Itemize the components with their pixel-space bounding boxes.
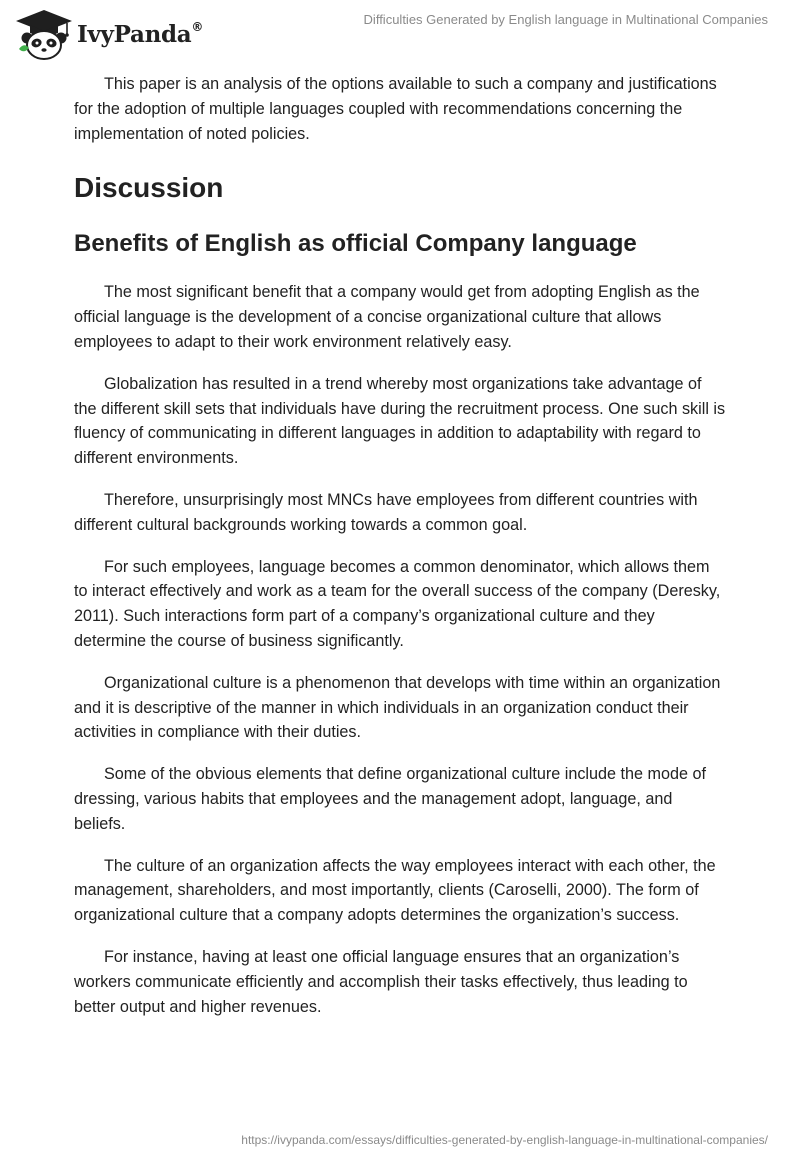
body-paragraph: For instance, having at least one official language ensures that an organization’s workers communicate efficiently and accomplish their tasks effectively, thus leading to better output and higher revenues.	[74, 947, 688, 1016]
body-paragraph: Therefore, unsurprisingly most MNCs have employees from different countries with different cultural backgrounds working towards a common goal.	[74, 490, 698, 534]
source-url-link[interactable]: https://ivypanda.com/essays/difficulties-generated-by-english-language-in-multinational-companies/	[241, 1133, 768, 1147]
body-paragraph: Some of the obvious elements that define organizational culture include the mode of dressing, various habits that employees and the management adopt, language, and beliefs.	[74, 765, 707, 833]
page-header	[0, 0, 800, 70]
intro-paragraph: This paper is an analysis of the options available to such a company and justifications for the adoption of multiple languages coupled with recommendations concerning the implementation of noted policies.	[74, 75, 717, 143]
subsection-heading: Benefits of English as official Company language	[74, 230, 637, 258]
site-logo[interactable]	[14, 8, 203, 60]
panda-graduate-icon	[14, 8, 74, 60]
body-paragraph: Globalization has resulted in a trend whereby most organizations take advantage of the different skill sets that individuals have during the recruitment process. One such skill is fluency of communicating in different languages in addition to adaptability with regard to different environments.	[74, 374, 726, 468]
document-title: Difficulties Generated by English language in Multinational Companies	[363, 12, 768, 27]
body-paragraph: The most significant benefit that a company would get from adopting English as the official language is the development of a concise organizational culture that allows employees to adapt to their work environment relatively easy.	[74, 283, 700, 351]
body-paragraph: For such employees, language becomes a common denominator, which allows them to interact effectively and work as a team for the overall success of the company (Deresky, 2011). Such interactions form part of a company’s organizational culture and they determine the course of business significantly.	[74, 557, 721, 650]
article-body	[74, 72, 726, 1036]
body-paragraph: The culture of an organization affects the way employees interact with each other, the management, shareholders, and most importantly, clients (Caroselli, 2000). The form of organizational culture that a company adopts determines the organization’s success.	[74, 856, 716, 925]
section-heading: Discussion	[74, 172, 224, 204]
logo-wordmark: IvyPanda®	[77, 19, 204, 48]
body-paragraph: Organizational culture is a phenomenon that develops with time within an organization and it is descriptive of the manner in which individuals in an organization conduct their activities in compliance with their duties.	[74, 673, 721, 742]
